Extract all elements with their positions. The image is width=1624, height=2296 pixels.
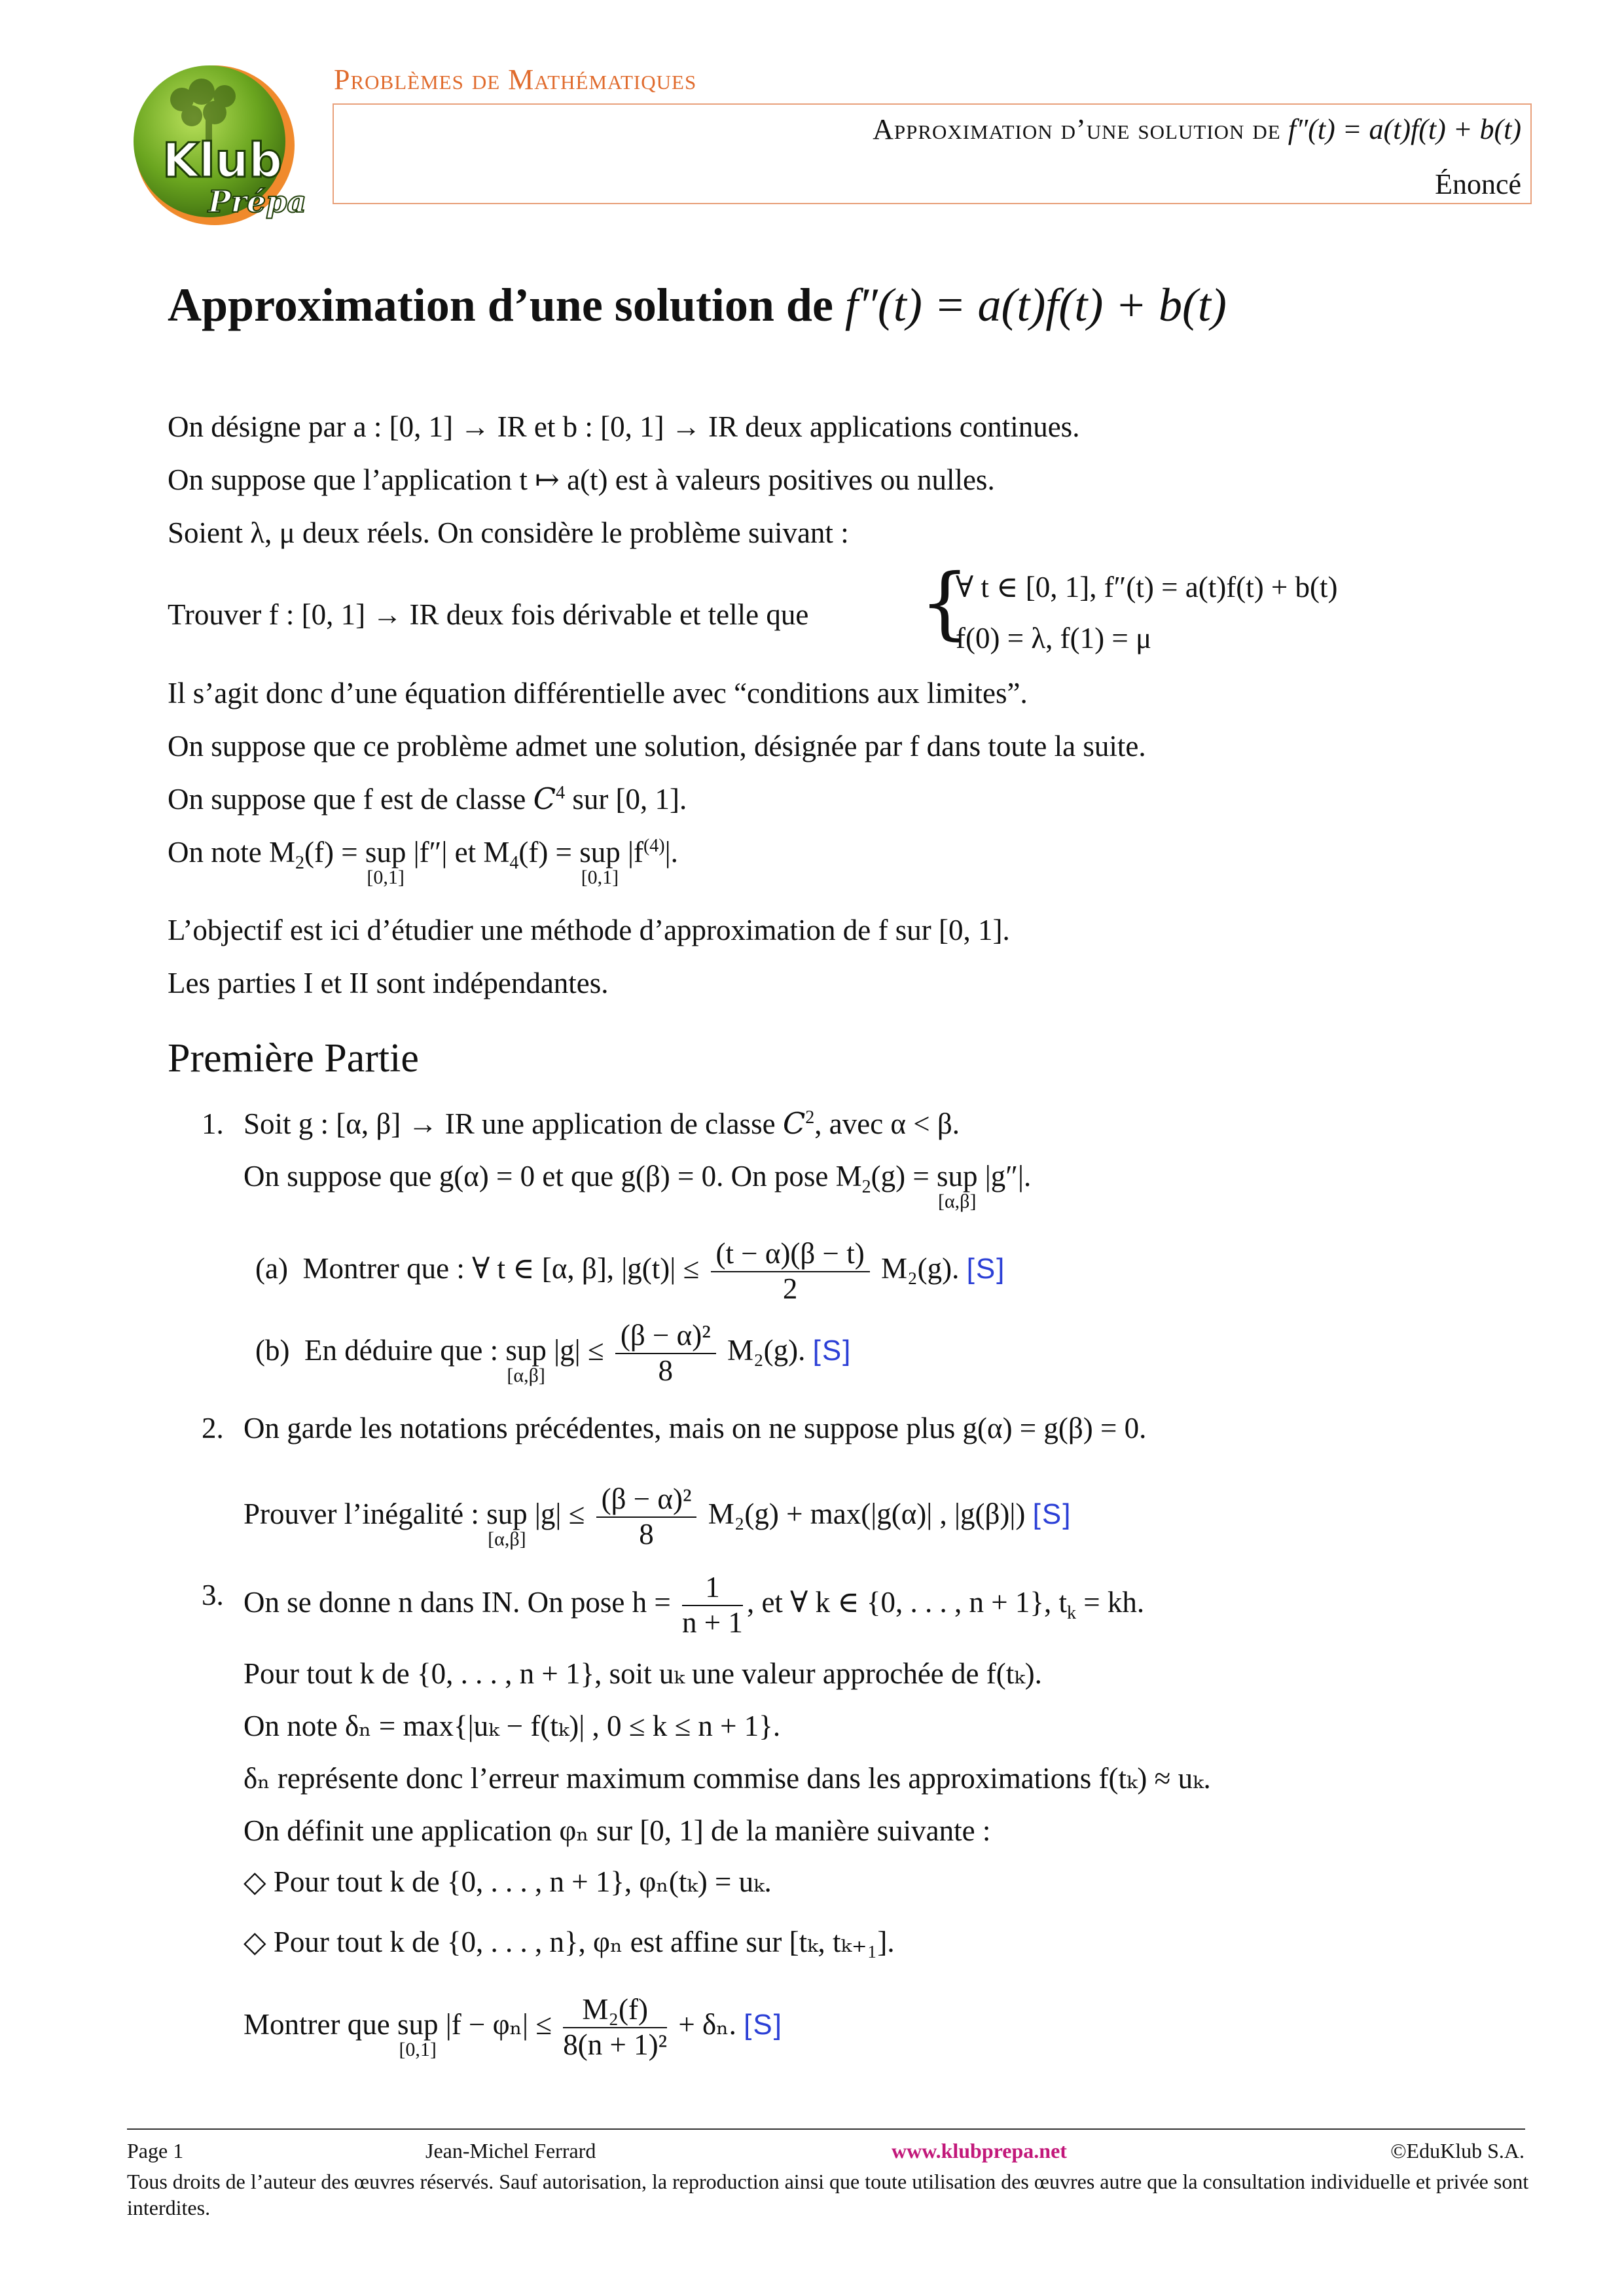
q3-line-4: δₙ représente donc l’erreur maximum commise dans les approximations f(tₖ) ≈ uₖ. — [244, 1762, 1211, 1795]
footer-copyright: ©EduKlub S.A. — [1390, 2139, 1525, 2162]
klubprepa-logo — [117, 60, 313, 232]
q2-line-2: Prouver l’inégalité : sup [α,β] |g| ≤ $\frac{\text{(β − α)²}}{8}$ M₂(g) + max(|g(α)| , |g(β)|) [S] — [244, 1482, 1072, 1551]
q3-line-5: On définit une application φₙ sur [0, 1] de la manière suivante : — [244, 1814, 991, 1847]
intro-line-3: Soient λ, μ deux réels. On considère le problème suivant : — [168, 516, 849, 549]
q3-solution-link[interactable]: [S] — [744, 2009, 783, 2041]
q3-bullet-2: ◇ Pour tout k de {0, . . . , n}, φₙ est affine sur [tₖ, tₖ₊₁]. — [244, 1926, 895, 1958]
q2-solution-link[interactable]: [S] — [1032, 1498, 1072, 1531]
intro-line-8: On note $M_2(f)$ = sup [0,1] |f″| et $M_4(f)$ = sup [0,1] $|f^{(4)}|$. — [168, 836, 678, 888]
q1a-solution-link[interactable]: [S] — [966, 1253, 1006, 1285]
page-title: Approximation d’une solution de f″(t) = a(t)f(t) + b(t) — [168, 279, 1227, 331]
intro-line-1: On désigne par a : [0, 1] → IR et b : [0, 1] → IR deux applications continues. — [168, 410, 1080, 443]
intro-line-2: On suppose que l’application t ↦ a(t) est à valeurs positives ou nulles. — [168, 463, 995, 496]
q3-h-fraction: $\frac{1}{n + 1}$ — [682, 1571, 743, 1639]
header-formula: f″(t) = a(t)f(t) + b(t) — [1288, 113, 1521, 145]
q2-line-1: On garde les notations précédentes, mais on ne suppose plus g(α) = g(β) = 0. — [244, 1412, 1147, 1444]
header-doc-title: Approximation d’une solution de f″(t) = a(t)f(t) + b(t) — [873, 113, 1521, 145]
svg-text:Klub: Klub — [162, 133, 283, 188]
diamond-bullet-icon: ◇ — [244, 1865, 266, 1898]
q1-number: 1. — [202, 1107, 224, 1140]
q3-fraction: $\frac{\text{M₂(f)}}{\text{8(n + 1)²}}$ — [563, 1993, 668, 2061]
q1a-fraction: $\frac{(t - \alpha)(\beta - t)}{2}$ — [711, 1237, 870, 1306]
footer-author: Jean-Michel Ferrard — [425, 2139, 596, 2162]
system-brace: { — [920, 558, 970, 649]
section-title: Première Partie — [168, 1036, 419, 1081]
q1b-solution-link[interactable]: [S] — [812, 1335, 852, 1367]
q3-line-2: Pour tout k de {0, . . . , n + 1}, soit uₖ une valeur approchée de f(tₖ). — [244, 1657, 1042, 1690]
q1-line-1: Soit g : [α, β] → IR une application de classe $C^2$, avec α < β. — [244, 1106, 960, 1141]
series-title: Problèmes de Mathématiques — [334, 63, 697, 96]
q2-number: 2. — [202, 1412, 224, 1444]
diamond-bullet-icon: ◇ — [244, 1926, 266, 1958]
footer-website-link[interactable]: www.klubprepa.net — [892, 2139, 1067, 2162]
q3-number: 3. — [202, 1579, 224, 1611]
q1b-line: (b) En déduire que : sup [α,β] |g| ≤ $\frac{\text{(β − α)²}}{8}$ M₂(g). [S] — [255, 1319, 852, 1387]
intro-line-6: On suppose que ce problème admet une solution, désignée par f dans toute la suite. — [168, 730, 1146, 762]
q1b-fraction: $\frac{\text{(β − α)²}}{8}$ — [615, 1319, 716, 1388]
footer-page-number: Page 1 — [127, 2139, 184, 2162]
system-equation-2: f(0) = λ, f(1) = μ — [956, 622, 1152, 655]
q1-line-2: On suppose que g(α) = 0 et que g(β) = 0. On pose $M_2(g)$ = sup [α,β] |g″|. — [244, 1160, 1032, 1212]
q3-line-6: Montrer que sup [0,1] |f − φₙ| ≤ $\frac{\text{M₂(f)}}{\text{8(n + 1)²}}$ + δₙ. [S] — [244, 1993, 783, 2061]
q1a-line: (a) Montrer que : ∀ t ∈ [α, β], |g(t)| ≤ $\frac{(t - \alpha)(\beta - t)}{2}$ M₂(g). [S] — [255, 1237, 1006, 1305]
footer-rights-notice: Tous droits de l’auteur des œuvres réservés. Sauf autorisation, la reproduction ainsi que toute utilisation des œuvres autre que la consultation individuelle et privée sont interdites. — [127, 2170, 1529, 2219]
system-equation-1: ∀ t ∈ [0, 1], f″(t) = a(t)f(t) + b(t) — [956, 571, 1338, 603]
intro-line-5: Il s’agit donc d’une équation différentielle avec “conditions aux limites”. — [168, 677, 1028, 709]
q2-fraction: $\frac{\text{(β − α)²}}{8}$ — [596, 1482, 697, 1552]
intro-line-10: Les parties I et II sont indépendantes. — [168, 967, 609, 999]
intro-line-7: On suppose que f est de classe $C^4$ sur [0, 1]. — [168, 781, 687, 816]
svg-text:Prépa: Prépa — [208, 184, 307, 219]
header-box — [333, 103, 1532, 204]
header-section-label: Énoncé — [1435, 168, 1521, 200]
q3-line-1: On se donne n dans IN. On pose h = $\frac{1}{n + 1}$ , et ∀ k ∈ {0, . . . , n + 1}, $t_k$ = kh. — [244, 1571, 1145, 1639]
intro-line-9: L’objectif est ici d’étudier une méthode d’approximation de f sur [0, 1]. — [168, 914, 1010, 946]
footer-divider — [127, 2128, 1525, 2130]
q3-bullet-1: ◇ Pour tout k de {0, . . . , n + 1}, φₙ(tₖ) = uₖ. — [244, 1865, 772, 1898]
q3-line-3: On note δₙ = max{|uₖ − f(tₖ)| , 0 ≤ k ≤ n + 1}. — [244, 1710, 781, 1742]
intro-problem-statement: Trouver f : [0, 1] → IR deux fois dérivable et telle que — [168, 598, 809, 631]
